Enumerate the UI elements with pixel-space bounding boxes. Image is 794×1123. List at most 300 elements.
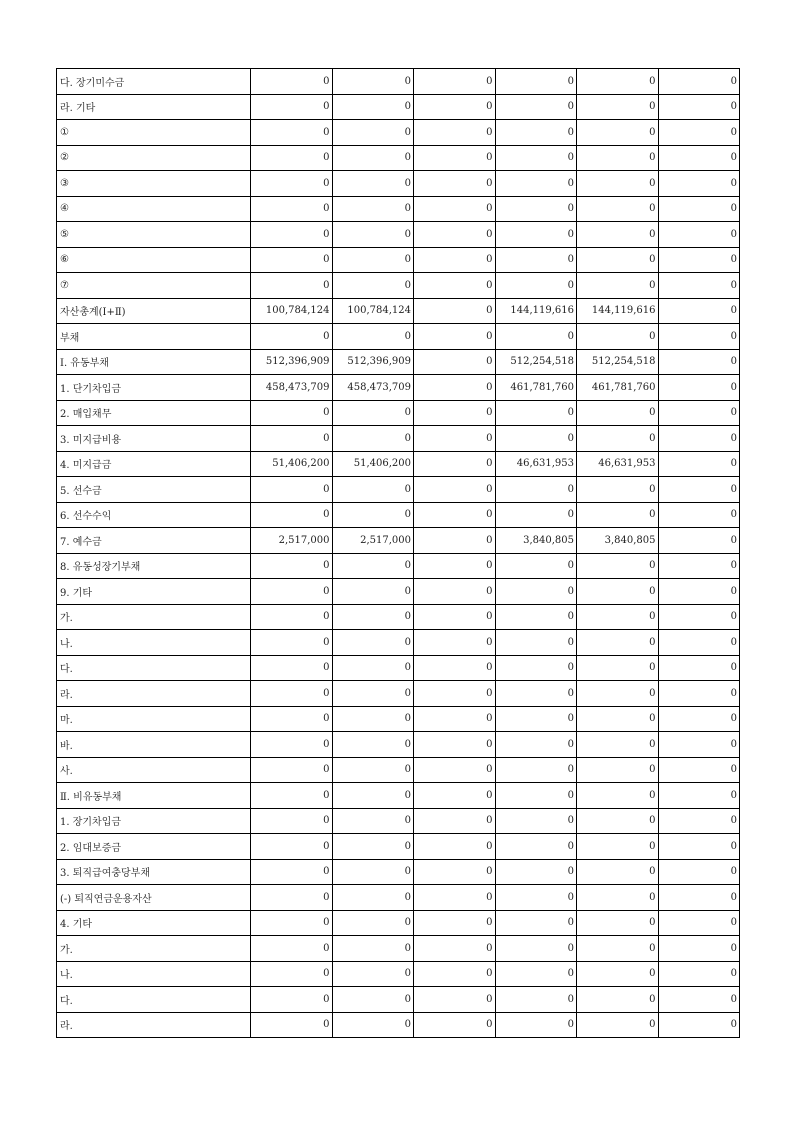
amount-cell: 0 (332, 400, 414, 426)
row-label: 라. (57, 1012, 251, 1038)
amount-cell: 0 (251, 324, 333, 350)
amount-cell: 0 (658, 808, 740, 834)
amount-cell: 0 (658, 936, 740, 962)
row-label: ③ (57, 171, 251, 197)
amount-cell: 0 (577, 145, 659, 171)
amount-cell: 0 (495, 94, 577, 120)
amount-cell: 0 (658, 528, 740, 554)
amount-cell: 0 (251, 196, 333, 222)
row-label: 가. (57, 936, 251, 962)
amount-cell: 0 (251, 885, 333, 911)
amount-cell: 512,396,909 (251, 349, 333, 375)
amount-cell: 0 (414, 910, 496, 936)
amount-cell: 0 (495, 630, 577, 656)
amount-cell: 0 (332, 604, 414, 630)
table-row (57, 834, 740, 860)
amount-cell: 0 (658, 630, 740, 656)
amount-cell: 46,631,953 (495, 451, 577, 477)
amount-cell: 0 (251, 910, 333, 936)
row-label: 3. 미지급비용 (57, 426, 251, 452)
amount-cell: 0 (577, 502, 659, 528)
amount-cell: 0 (495, 757, 577, 783)
row-label: 9. 기타 (57, 579, 251, 605)
amount-cell: 0 (577, 120, 659, 146)
table-row (57, 69, 740, 95)
table-row (57, 324, 740, 350)
amount-cell: 0 (332, 936, 414, 962)
row-label: Ⅰ. 유동부채 (57, 349, 251, 375)
amount-cell: 0 (577, 426, 659, 452)
amount-cell: 0 (332, 808, 414, 834)
amount-cell: 0 (414, 247, 496, 273)
amount-cell: 0 (577, 324, 659, 350)
row-label: (-) 퇴직연금운용자산 (57, 885, 251, 911)
amount-cell: 0 (577, 273, 659, 299)
table-row (57, 681, 740, 707)
amount-cell: 0 (251, 400, 333, 426)
amount-cell: 0 (658, 910, 740, 936)
amount-cell: 0 (495, 69, 577, 95)
amount-cell: 0 (495, 477, 577, 503)
amount-cell: 0 (495, 400, 577, 426)
amount-cell: 0 (658, 706, 740, 732)
amount-cell: 0 (658, 94, 740, 120)
row-label: 라. (57, 681, 251, 707)
table-row (57, 655, 740, 681)
amount-cell: 0 (332, 324, 414, 350)
amount-cell: 0 (414, 885, 496, 911)
amount-cell: 0 (332, 732, 414, 758)
amount-cell: 0 (414, 808, 496, 834)
amount-cell: 0 (495, 706, 577, 732)
amount-cell: 0 (658, 298, 740, 324)
row-label: 다. (57, 655, 251, 681)
table-row (57, 808, 740, 834)
row-label: ⑦ (57, 273, 251, 299)
amount-cell: 0 (251, 630, 333, 656)
row-label: 바. (57, 732, 251, 758)
amount-cell: 0 (658, 757, 740, 783)
amount-cell: 0 (251, 706, 333, 732)
amount-cell: 3,840,805 (495, 528, 577, 554)
amount-cell: 512,396,909 (332, 349, 414, 375)
amount-cell: 0 (251, 145, 333, 171)
amount-cell: 0 (251, 655, 333, 681)
table-row (57, 171, 740, 197)
amount-cell: 0 (332, 655, 414, 681)
amount-cell: 0 (414, 120, 496, 146)
row-label: 8. 유동성장기부채 (57, 553, 251, 579)
amount-cell: 0 (577, 834, 659, 860)
amount-cell: 0 (577, 69, 659, 95)
amount-cell: 0 (414, 222, 496, 248)
amount-cell: 0 (495, 120, 577, 146)
amount-cell: 0 (251, 273, 333, 299)
amount-cell: 0 (251, 808, 333, 834)
row-label: 6. 선수수익 (57, 502, 251, 528)
amount-cell: 2,517,000 (332, 528, 414, 554)
amount-cell: 0 (332, 273, 414, 299)
amount-cell: 0 (577, 171, 659, 197)
amount-cell: 0 (577, 936, 659, 962)
amount-cell: 0 (414, 783, 496, 809)
amount-cell: 0 (658, 604, 740, 630)
amount-cell: 0 (658, 222, 740, 248)
amount-cell: 0 (251, 247, 333, 273)
amount-cell: 0 (577, 783, 659, 809)
row-label: ⑤ (57, 222, 251, 248)
amount-cell: 0 (251, 553, 333, 579)
table-row (57, 400, 740, 426)
amount-cell: 0 (332, 783, 414, 809)
balance-sheet-table (56, 68, 740, 1038)
amount-cell: 0 (332, 196, 414, 222)
row-label: ② (57, 145, 251, 171)
amount-cell: 0 (495, 604, 577, 630)
amount-cell: 0 (332, 502, 414, 528)
amount-cell: 0 (414, 961, 496, 987)
amount-cell: 0 (332, 757, 414, 783)
table-row (57, 222, 740, 248)
amount-cell: 0 (577, 1012, 659, 1038)
amount-cell: 0 (577, 94, 659, 120)
amount-cell: 0 (658, 859, 740, 885)
amount-cell: 0 (332, 247, 414, 273)
table-row (57, 936, 740, 962)
amount-cell: 0 (332, 553, 414, 579)
row-label: Ⅱ. 비유동부채 (57, 783, 251, 809)
amount-cell: 0 (495, 171, 577, 197)
amount-cell: 0 (658, 477, 740, 503)
amount-cell: 0 (577, 732, 659, 758)
amount-cell: 0 (658, 375, 740, 401)
amount-cell: 0 (658, 400, 740, 426)
amount-cell: 0 (577, 196, 659, 222)
amount-cell: 0 (495, 885, 577, 911)
amount-cell: 0 (658, 426, 740, 452)
amount-cell: 0 (414, 732, 496, 758)
amount-cell: 0 (495, 987, 577, 1013)
amount-cell: 0 (251, 732, 333, 758)
amount-cell: 0 (495, 273, 577, 299)
amount-cell: 0 (577, 604, 659, 630)
amount-cell: 0 (577, 885, 659, 911)
amount-cell: 0 (577, 400, 659, 426)
amount-cell: 0 (658, 502, 740, 528)
amount-cell: 0 (332, 834, 414, 860)
amount-cell: 0 (414, 145, 496, 171)
amount-cell: 0 (495, 426, 577, 452)
row-label: 1. 장기차입금 (57, 808, 251, 834)
row-label: 나. (57, 961, 251, 987)
amount-cell: 0 (658, 834, 740, 860)
amount-cell: 461,781,760 (577, 375, 659, 401)
amount-cell: 0 (495, 859, 577, 885)
amount-cell: 0 (658, 1012, 740, 1038)
amount-cell: 0 (251, 94, 333, 120)
amount-cell: 0 (414, 196, 496, 222)
amount-cell: 0 (414, 400, 496, 426)
amount-cell: 512,254,518 (577, 349, 659, 375)
amount-cell: 0 (332, 987, 414, 1013)
amount-cell: 0 (414, 630, 496, 656)
amount-cell: 0 (658, 273, 740, 299)
amount-cell: 0 (414, 706, 496, 732)
amount-cell: 0 (251, 604, 333, 630)
amount-cell: 0 (658, 324, 740, 350)
amount-cell: 51,406,200 (251, 451, 333, 477)
amount-cell: 0 (658, 681, 740, 707)
amount-cell: 0 (332, 145, 414, 171)
table-row (57, 298, 740, 324)
amount-cell: 0 (332, 477, 414, 503)
amount-cell: 0 (332, 1012, 414, 1038)
row-label: 자산총계(Ⅰ+Ⅱ) (57, 298, 251, 324)
amount-cell: 0 (658, 783, 740, 809)
amount-cell: 0 (495, 783, 577, 809)
amount-cell: 0 (495, 553, 577, 579)
table-row (57, 145, 740, 171)
amount-cell: 0 (658, 732, 740, 758)
amount-cell: 0 (495, 808, 577, 834)
amount-cell: 0 (414, 477, 496, 503)
amount-cell: 0 (251, 579, 333, 605)
amount-cell: 0 (251, 987, 333, 1013)
amount-cell: 0 (577, 910, 659, 936)
table-row (57, 1012, 740, 1038)
table-row (57, 630, 740, 656)
row-label: 5. 선수금 (57, 477, 251, 503)
amount-cell: 0 (495, 936, 577, 962)
amount-cell: 0 (414, 579, 496, 605)
amount-cell: 0 (251, 120, 333, 146)
table-row (57, 987, 740, 1013)
amount-cell: 0 (658, 145, 740, 171)
table-row (57, 477, 740, 503)
row-label: 다. 장기미수금 (57, 69, 251, 95)
table-row (57, 273, 740, 299)
amount-cell: 0 (414, 298, 496, 324)
amount-cell: 0 (332, 630, 414, 656)
amount-cell: 0 (658, 655, 740, 681)
amount-cell: 0 (495, 247, 577, 273)
amount-cell: 0 (332, 69, 414, 95)
amount-cell: 0 (577, 757, 659, 783)
table-row (57, 502, 740, 528)
amount-cell: 0 (414, 834, 496, 860)
amount-cell: 0 (658, 987, 740, 1013)
amount-cell: 0 (495, 732, 577, 758)
amount-cell: 0 (414, 502, 496, 528)
row-label: 4. 기타 (57, 910, 251, 936)
row-label: 나. (57, 630, 251, 656)
amount-cell: 0 (332, 579, 414, 605)
amount-cell: 0 (495, 579, 577, 605)
amount-cell: 0 (332, 222, 414, 248)
row-label: ④ (57, 196, 251, 222)
amount-cell: 0 (251, 681, 333, 707)
amount-cell: 100,784,124 (251, 298, 333, 324)
table-row (57, 579, 740, 605)
table-row (57, 375, 740, 401)
table-row (57, 757, 740, 783)
amount-cell: 0 (251, 859, 333, 885)
amount-cell: 0 (332, 171, 414, 197)
amount-cell: 100,784,124 (332, 298, 414, 324)
amount-cell: 0 (577, 553, 659, 579)
row-label: 사. (57, 757, 251, 783)
table-row (57, 451, 740, 477)
amount-cell: 0 (495, 961, 577, 987)
amount-cell: 0 (414, 69, 496, 95)
table-row (57, 349, 740, 375)
amount-cell: 0 (577, 247, 659, 273)
amount-cell: 0 (414, 936, 496, 962)
table-row (57, 528, 740, 554)
amount-cell: 0 (414, 757, 496, 783)
amount-cell: 0 (414, 987, 496, 1013)
table-row (57, 604, 740, 630)
amount-cell: 0 (658, 69, 740, 95)
amount-cell: 0 (495, 834, 577, 860)
amount-cell: 144,119,616 (577, 298, 659, 324)
amount-cell: 0 (658, 196, 740, 222)
table-row (57, 910, 740, 936)
row-label: 7. 예수금 (57, 528, 251, 554)
row-label: 부채 (57, 324, 251, 350)
amount-cell: 0 (495, 1012, 577, 1038)
amount-cell: 0 (495, 681, 577, 707)
amount-cell: 0 (577, 477, 659, 503)
row-label: 2. 임대보증금 (57, 834, 251, 860)
amount-cell: 0 (251, 961, 333, 987)
amount-cell: 0 (495, 196, 577, 222)
amount-cell: 0 (414, 451, 496, 477)
amount-cell: 0 (251, 222, 333, 248)
table-row (57, 426, 740, 452)
amount-cell: 0 (577, 222, 659, 248)
amount-cell: 0 (251, 834, 333, 860)
amount-cell: 0 (414, 349, 496, 375)
amount-cell: 0 (332, 120, 414, 146)
amount-cell: 0 (251, 171, 333, 197)
table-row (57, 120, 740, 146)
amount-cell: 0 (414, 324, 496, 350)
row-label: ① (57, 120, 251, 146)
table-row (57, 94, 740, 120)
amount-cell: 0 (332, 426, 414, 452)
amount-cell: 512,254,518 (495, 349, 577, 375)
row-label: 3. 퇴직급여충당부채 (57, 859, 251, 885)
amount-cell: 0 (251, 1012, 333, 1038)
amount-cell: 3,840,805 (577, 528, 659, 554)
amount-cell: 0 (332, 885, 414, 911)
amount-cell: 0 (251, 936, 333, 962)
amount-cell: 46,631,953 (577, 451, 659, 477)
amount-cell: 0 (251, 69, 333, 95)
amount-cell: 0 (577, 579, 659, 605)
amount-cell: 0 (495, 502, 577, 528)
table-row (57, 247, 740, 273)
amount-cell: 0 (251, 757, 333, 783)
amount-cell: 0 (658, 120, 740, 146)
amount-cell: 0 (332, 706, 414, 732)
amount-cell: 0 (414, 171, 496, 197)
amount-cell: 0 (658, 885, 740, 911)
amount-cell: 0 (495, 222, 577, 248)
table-row (57, 732, 740, 758)
table-row (57, 196, 740, 222)
amount-cell: 0 (658, 579, 740, 605)
amount-cell: 0 (251, 477, 333, 503)
row-label: 다. (57, 987, 251, 1013)
amount-cell: 0 (658, 247, 740, 273)
amount-cell: 0 (414, 94, 496, 120)
amount-cell: 0 (414, 273, 496, 299)
amount-cell: 0 (332, 910, 414, 936)
amount-cell: 0 (577, 961, 659, 987)
table-row (57, 783, 740, 809)
amount-cell: 0 (414, 553, 496, 579)
amount-cell: 0 (414, 1012, 496, 1038)
amount-cell: 458,473,709 (332, 375, 414, 401)
amount-cell: 0 (414, 681, 496, 707)
row-label: ⑥ (57, 247, 251, 273)
row-label: 가. (57, 604, 251, 630)
amount-cell: 458,473,709 (251, 375, 333, 401)
amount-cell: 0 (577, 655, 659, 681)
amount-cell: 0 (414, 375, 496, 401)
amount-cell: 0 (332, 681, 414, 707)
table-row (57, 553, 740, 579)
row-label: 1. 단기차입금 (57, 375, 251, 401)
amount-cell: 51,406,200 (332, 451, 414, 477)
amount-cell: 0 (414, 655, 496, 681)
amount-cell: 0 (332, 859, 414, 885)
amount-cell: 0 (414, 604, 496, 630)
amount-cell: 0 (658, 961, 740, 987)
amount-cell: 2,517,000 (251, 528, 333, 554)
balance-sheet-body (57, 69, 740, 1038)
amount-cell: 0 (577, 706, 659, 732)
table-row (57, 859, 740, 885)
amount-cell: 144,119,616 (495, 298, 577, 324)
amount-cell: 0 (577, 859, 659, 885)
row-label: 라. 기타 (57, 94, 251, 120)
table-row (57, 961, 740, 987)
amount-cell: 0 (658, 349, 740, 375)
amount-cell: 0 (577, 808, 659, 834)
amount-cell: 0 (332, 961, 414, 987)
amount-cell: 0 (251, 426, 333, 452)
row-label: 4. 미지급금 (57, 451, 251, 477)
amount-cell: 0 (658, 171, 740, 197)
table-row (57, 706, 740, 732)
amount-cell: 0 (251, 783, 333, 809)
amount-cell: 0 (332, 94, 414, 120)
amount-cell: 0 (414, 528, 496, 554)
amount-cell: 0 (577, 630, 659, 656)
amount-cell: 0 (495, 145, 577, 171)
amount-cell: 0 (658, 553, 740, 579)
amount-cell: 0 (577, 987, 659, 1013)
amount-cell: 0 (495, 324, 577, 350)
amount-cell: 0 (577, 681, 659, 707)
amount-cell: 0 (251, 502, 333, 528)
amount-cell: 0 (414, 426, 496, 452)
table-row (57, 885, 740, 911)
amount-cell: 461,781,760 (495, 375, 577, 401)
